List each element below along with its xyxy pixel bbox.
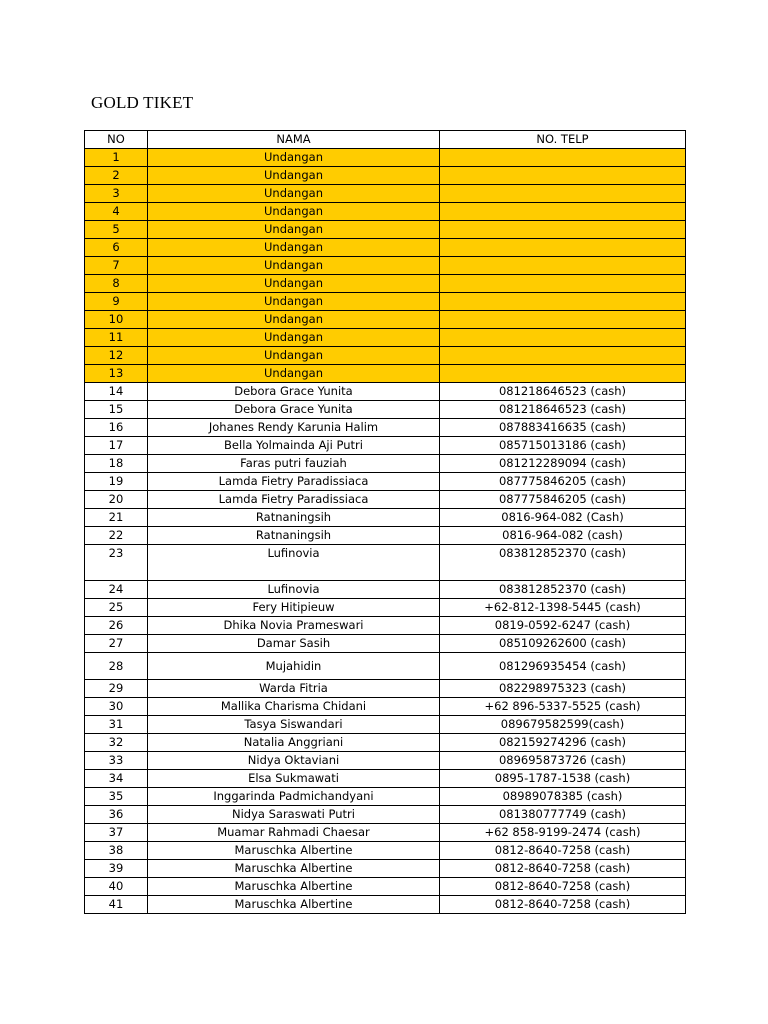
cell-nama: Undangan (148, 365, 440, 383)
cell-telp (440, 185, 686, 203)
cell-telp: 0819-0592-6247 (cash) (440, 617, 686, 635)
cell-telp: 0812-8640-7258 (cash) (440, 860, 686, 878)
cell-no: 5 (85, 221, 148, 239)
cell-nama: Elsa Sukmawati (148, 770, 440, 788)
table-row-highlighted (85, 365, 686, 383)
table-row-highlighted (85, 167, 686, 185)
table-row (85, 698, 686, 716)
header-no: NO (85, 131, 148, 149)
cell-telp: 0816-964-082 (cash) (440, 527, 686, 545)
cell-telp (440, 149, 686, 167)
cell-no: 18 (85, 455, 148, 473)
table-row (85, 806, 686, 824)
cell-nama: Nidya Saraswati Putri (148, 806, 440, 824)
cell-no: 29 (85, 680, 148, 698)
cell-no: 3 (85, 185, 148, 203)
cell-telp: 081296935454 (cash) (440, 653, 686, 680)
table-row (85, 824, 686, 842)
cell-no: 36 (85, 806, 148, 824)
cell-no: 39 (85, 860, 148, 878)
table-row (85, 635, 686, 653)
table-row (85, 680, 686, 698)
table-row (85, 401, 686, 419)
cell-telp: 0812-8640-7258 (cash) (440, 878, 686, 896)
cell-telp (440, 203, 686, 221)
cell-no: 11 (85, 329, 148, 347)
cell-nama: Ratnaningsih (148, 509, 440, 527)
cell-nama: Undangan (148, 275, 440, 293)
table-row (85, 581, 686, 599)
cell-nama: Undangan (148, 221, 440, 239)
cell-nama: Dhika Novia Prameswari (148, 617, 440, 635)
cell-nama: Undangan (148, 149, 440, 167)
cell-no: 20 (85, 491, 148, 509)
cell-nama: Ratnaningsih (148, 527, 440, 545)
cell-nama: Lamda Fietry Paradissiaca (148, 491, 440, 509)
cell-no: 17 (85, 437, 148, 455)
table-row (85, 455, 686, 473)
table-row-highlighted (85, 185, 686, 203)
cell-no: 41 (85, 896, 148, 914)
cell-nama: Tasya Siswandari (148, 716, 440, 734)
cell-nama: Fery Hitipieuw (148, 599, 440, 617)
cell-no: 2 (85, 167, 148, 185)
cell-nama: Debora Grace Yunita (148, 401, 440, 419)
table-row-highlighted (85, 275, 686, 293)
cell-telp: 0816-964-082 (Cash) (440, 509, 686, 527)
table-row-highlighted (85, 347, 686, 365)
cell-no: 12 (85, 347, 148, 365)
cell-nama: Undangan (148, 311, 440, 329)
cell-no: 1 (85, 149, 148, 167)
cell-telp: 081380777749 (cash) (440, 806, 686, 824)
cell-no: 26 (85, 617, 148, 635)
cell-telp: 085109262600 (cash) (440, 635, 686, 653)
cell-no: 32 (85, 734, 148, 752)
cell-nama: Debora Grace Yunita (148, 383, 440, 401)
cell-telp: +62-812-1398-5445 (cash) (440, 599, 686, 617)
cell-telp: 082298975323 (cash) (440, 680, 686, 698)
cell-no: 7 (85, 257, 148, 275)
cell-no: 28 (85, 653, 148, 680)
cell-nama: Maruschka Albertine (148, 896, 440, 914)
table-row-highlighted (85, 149, 686, 167)
cell-no: 31 (85, 716, 148, 734)
cell-nama: Undangan (148, 347, 440, 365)
cell-nama: Maruschka Albertine (148, 878, 440, 896)
table-row-highlighted (85, 221, 686, 239)
cell-nama: Maruschka Albertine (148, 842, 440, 860)
cell-telp: 087775846205 (cash) (440, 473, 686, 491)
cell-no: 27 (85, 635, 148, 653)
table-row (85, 509, 686, 527)
cell-telp: 081218646523 (cash) (440, 383, 686, 401)
cell-nama: Lufinovia (148, 545, 440, 581)
table-row (85, 788, 686, 806)
cell-nama: Lufinovia (148, 581, 440, 599)
cell-nama: Faras putri fauziah (148, 455, 440, 473)
cell-no: 33 (85, 752, 148, 770)
cell-telp (440, 257, 686, 275)
table-row (85, 419, 686, 437)
cell-no: 24 (85, 581, 148, 599)
cell-no: 14 (85, 383, 148, 401)
cell-no: 4 (85, 203, 148, 221)
cell-telp: 08989078385 (cash) (440, 788, 686, 806)
cell-nama: Bella Yolmainda Aji Putri (148, 437, 440, 455)
cell-nama: Nidya Oktaviani (148, 752, 440, 770)
cell-nama: Undangan (148, 167, 440, 185)
table-row (85, 842, 686, 860)
cell-no: 22 (85, 527, 148, 545)
table-row (85, 599, 686, 617)
cell-nama: Johanes Rendy Karunia Halim (148, 419, 440, 437)
cell-no: 16 (85, 419, 148, 437)
cell-nama: Undangan (148, 293, 440, 311)
cell-nama: Undangan (148, 257, 440, 275)
cell-telp (440, 221, 686, 239)
cell-nama: Inggarinda Padmichandyani (148, 788, 440, 806)
table-row (85, 860, 686, 878)
cell-no: 15 (85, 401, 148, 419)
cell-no: 34 (85, 770, 148, 788)
table-row-highlighted (85, 293, 686, 311)
table-row (85, 617, 686, 635)
cell-telp: 081212289094 (cash) (440, 455, 686, 473)
cell-nama: Maruschka Albertine (148, 860, 440, 878)
cell-telp: 087775846205 (cash) (440, 491, 686, 509)
cell-telp (440, 365, 686, 383)
cell-no: 40 (85, 878, 148, 896)
cell-no: 6 (85, 239, 148, 257)
cell-telp: 083812852370 (cash) (440, 545, 686, 581)
table-row-highlighted (85, 257, 686, 275)
header-nama: NAMA (148, 131, 440, 149)
cell-nama: Mujahidin (148, 653, 440, 680)
cell-telp (440, 329, 686, 347)
cell-nama: Undangan (148, 185, 440, 203)
cell-nama: Undangan (148, 203, 440, 221)
cell-telp (440, 275, 686, 293)
cell-no: 23 (85, 545, 148, 581)
cell-no: 13 (85, 365, 148, 383)
table-row (85, 527, 686, 545)
table-row-highlighted (85, 311, 686, 329)
cell-telp (440, 167, 686, 185)
cell-telp (440, 311, 686, 329)
table-row (85, 437, 686, 455)
table-row (85, 770, 686, 788)
table-row (85, 545, 686, 581)
cell-nama: Undangan (148, 329, 440, 347)
cell-no: 35 (85, 788, 148, 806)
table-row (85, 491, 686, 509)
table-row (85, 734, 686, 752)
table-row (85, 878, 686, 896)
cell-telp: +62 896-5337-5525 (cash) (440, 698, 686, 716)
cell-no: 19 (85, 473, 148, 491)
cell-telp: 083812852370 (cash) (440, 581, 686, 599)
cell-telp: 0812-8640-7258 (cash) (440, 896, 686, 914)
cell-telp: 085715013186 (cash) (440, 437, 686, 455)
cell-telp: 082159274296 (cash) (440, 734, 686, 752)
cell-nama: Natalia Anggriani (148, 734, 440, 752)
cell-no: 8 (85, 275, 148, 293)
cell-telp: 0895-1787-1538 (cash) (440, 770, 686, 788)
cell-telp: 089679582599(cash) (440, 716, 686, 734)
table-row-highlighted (85, 329, 686, 347)
document-title: GOLD TIKET (91, 93, 194, 112)
cell-telp (440, 293, 686, 311)
ticket-table (84, 130, 686, 914)
cell-no: 37 (85, 824, 148, 842)
table-row (85, 752, 686, 770)
cell-no: 30 (85, 698, 148, 716)
table-row (85, 896, 686, 914)
table-body (85, 149, 686, 914)
table-row (85, 716, 686, 734)
cell-telp: 089695873726 (cash) (440, 752, 686, 770)
cell-nama: Undangan (148, 239, 440, 257)
cell-telp: 081218646523 (cash) (440, 401, 686, 419)
table-row (85, 473, 686, 491)
header-telp: NO. TELP (440, 131, 686, 149)
table-row-highlighted (85, 203, 686, 221)
table-row-highlighted (85, 239, 686, 257)
cell-telp (440, 347, 686, 365)
cell-nama: Warda Fitria (148, 680, 440, 698)
cell-telp: 087883416635 (cash) (440, 419, 686, 437)
cell-telp (440, 239, 686, 257)
cell-no: 21 (85, 509, 148, 527)
table-row (85, 653, 686, 680)
table-header-row (85, 131, 686, 149)
cell-no: 38 (85, 842, 148, 860)
cell-nama: Mallika Charisma Chidani (148, 698, 440, 716)
cell-telp: +62 858-9199-2474 (cash) (440, 824, 686, 842)
cell-telp: 0812-8640-7258 (cash) (440, 842, 686, 860)
cell-no: 25 (85, 599, 148, 617)
cell-nama: Lamda Fietry Paradissiaca (148, 473, 440, 491)
cell-no: 9 (85, 293, 148, 311)
cell-no: 10 (85, 311, 148, 329)
cell-nama: Damar Sasih (148, 635, 440, 653)
cell-nama: Muamar Rahmadi Chaesar (148, 824, 440, 842)
table-row (85, 383, 686, 401)
